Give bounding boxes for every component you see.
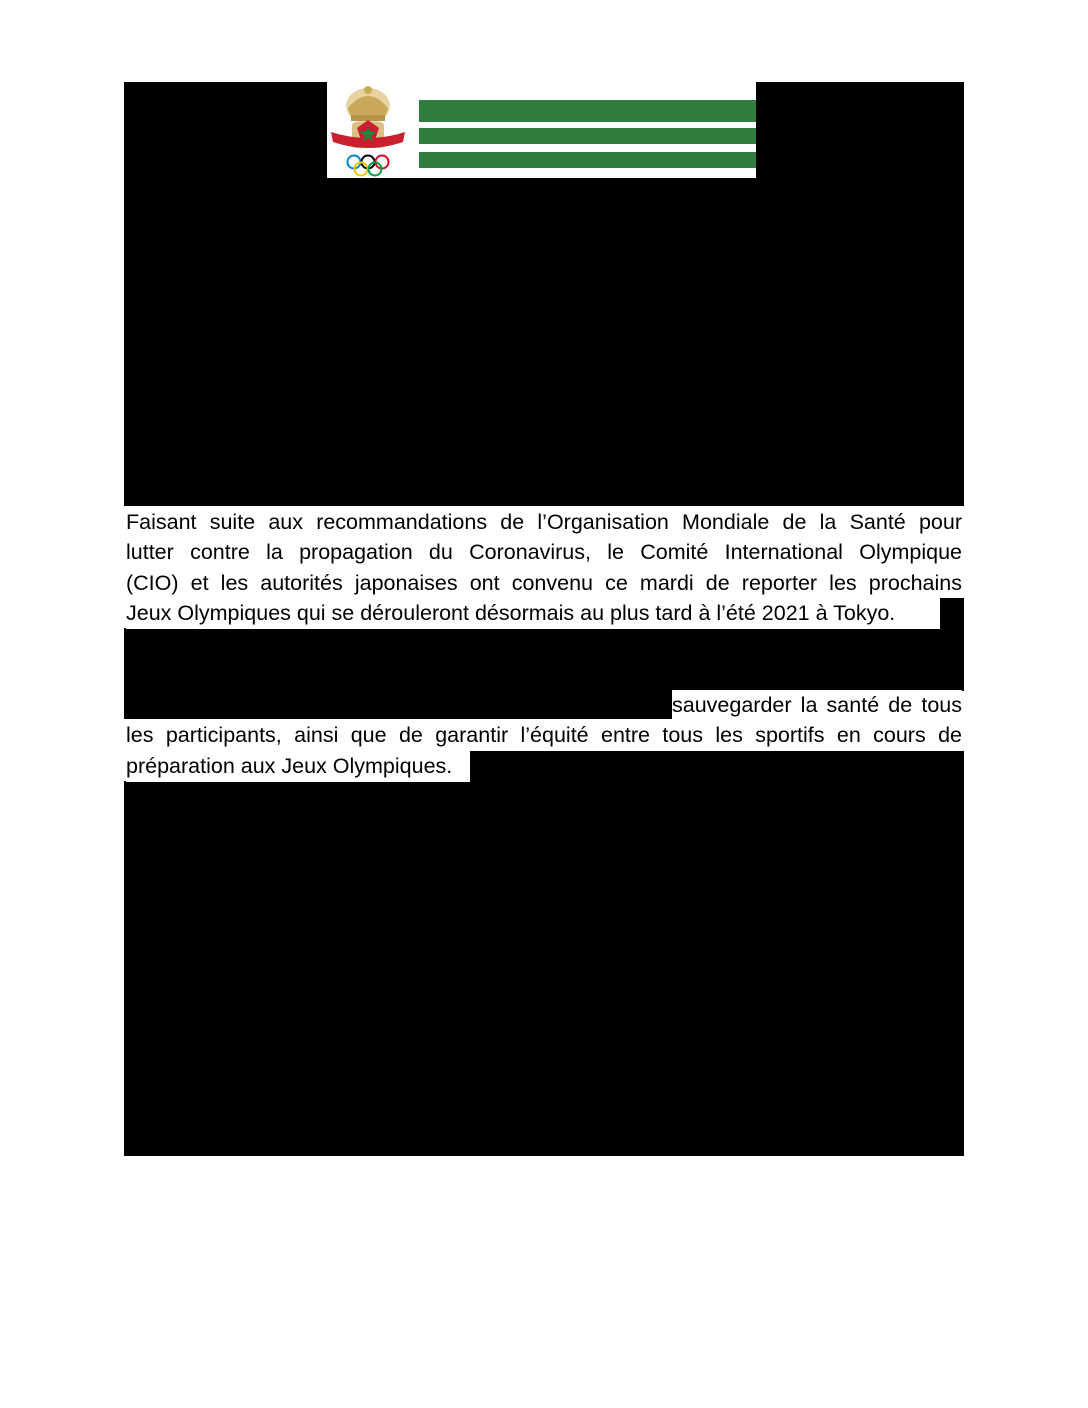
redaction-body <box>124 781 964 1156</box>
logo-title-line-2 <box>419 128 756 144</box>
logo-title-line-3 <box>419 152 756 168</box>
redaction-line-end-2 <box>470 751 964 783</box>
redaction-line <box>124 690 672 719</box>
organization-logo <box>327 82 756 178</box>
paragraph-1-line-3: (CIO) et les autorités japonaises ont convenu ce mardi de reporter les prochains <box>126 568 962 598</box>
paragraph-1-line-1: Faisant suite aux recommandations de l’Organisation Mondiale de la Santé pour <box>126 507 962 537</box>
redaction-line-end <box>940 598 964 630</box>
paragraph-2-line-2: les participants, ainsi que de garantir l’équité entre tous les sportifs en cours de <box>126 720 962 750</box>
olympic-committee-emblem-icon <box>327 82 409 178</box>
redaction-middle <box>124 628 964 691</box>
paragraph-1-line-2: lutter contre la propagation du Coronavirus, le Comité International Olympique <box>126 537 962 567</box>
paragraph-1-line-4: Jeux Olympiques qui se dérouleront désormais au plus tard à l’été 2021 à Tokyo. <box>126 598 940 629</box>
paragraph-2-line-1: sauvegarder la santé de tous <box>672 690 962 720</box>
logo-title-line-1 <box>419 100 756 122</box>
paragraph-2-line-3: préparation aux Jeux Olympiques. <box>126 751 470 782</box>
